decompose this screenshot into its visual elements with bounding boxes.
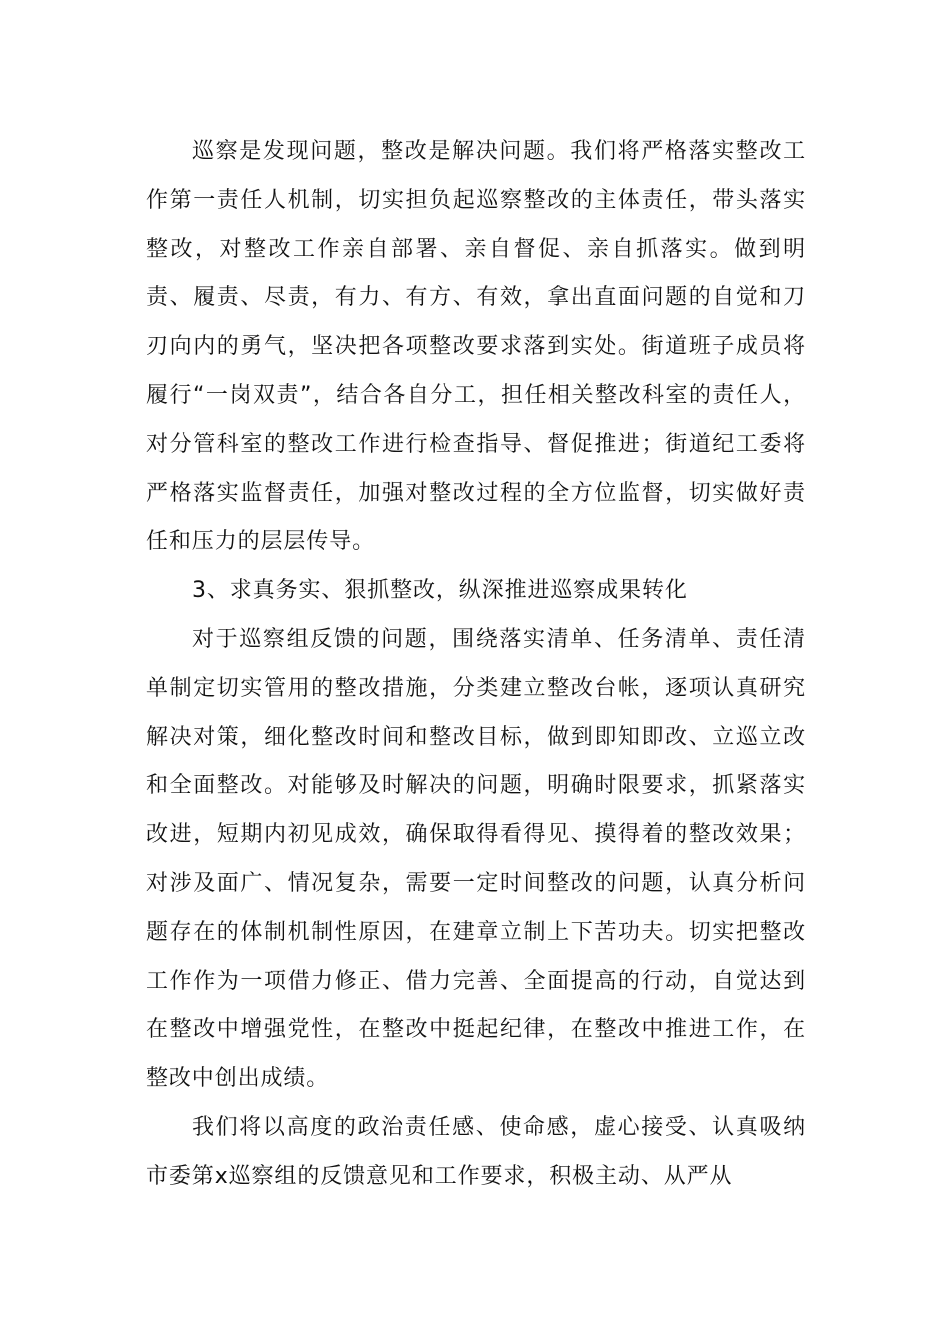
paragraph-rectification-measures: 对于巡察组反馈的问题，围绕落实清单、任务清单、责任清单制定切实管用的整改措施，分类建立整改台帐，逐项认真研究解决对策，细化整改时间和整改目标，做到即知即改、立巡立改和全面整改。对能够及时解决的问题，明确时限要求，抓紧落实改进，短期内初见成效，确保取得看得见、摸得着的整改效果；对涉及面广、情况复杂，需要一定时间整改的问题，认真分析问题存在的体制机制性原因，在建章立制上下苦功夫。切实把整改工作作为一项借力修正、借力完善、全面提高的行动，自觉达到在整改中增强党性，在整改中挺起纪律，在整改中推进工作，在整改中创出成绩。 [146, 626, 806, 1092]
paragraph-responsibility: 巡察是发现问题，整改是解决问题。我们将严格落实整改工作第一责任人机制，切实担负起巡察整改的主体责任，带头落实整改，对整改工作亲自部署、亲自督促、亲自抓落实。做到明责、履责、尽责，有力、有方、有效，拿出直面问题的自觉和刀刃向内的勇气，坚决把各项整改要求落到实处。街道班子成员将履行“一岗双责”，结合各自分工，担任相关整改科室的责任人，对分管科室的整改工作进行检查指导、督促推进；街道纪工委将严格落实监督责任，加强对整改过程的全方位监督，切实做好责任和压力的层层传导。 [146, 139, 806, 555]
document-body [146, 128, 806, 1202]
section-heading-3: 3、求真务实、狠抓整改，纵深推进巡察成果转化 [192, 578, 688, 604]
paragraph-closing: 我们将以高度的政治责任感、使命感，虚心接受、认真吸纳市委第x巡察组的反馈意见和工作要求，积极主动、从严从 [146, 1114, 806, 1189]
